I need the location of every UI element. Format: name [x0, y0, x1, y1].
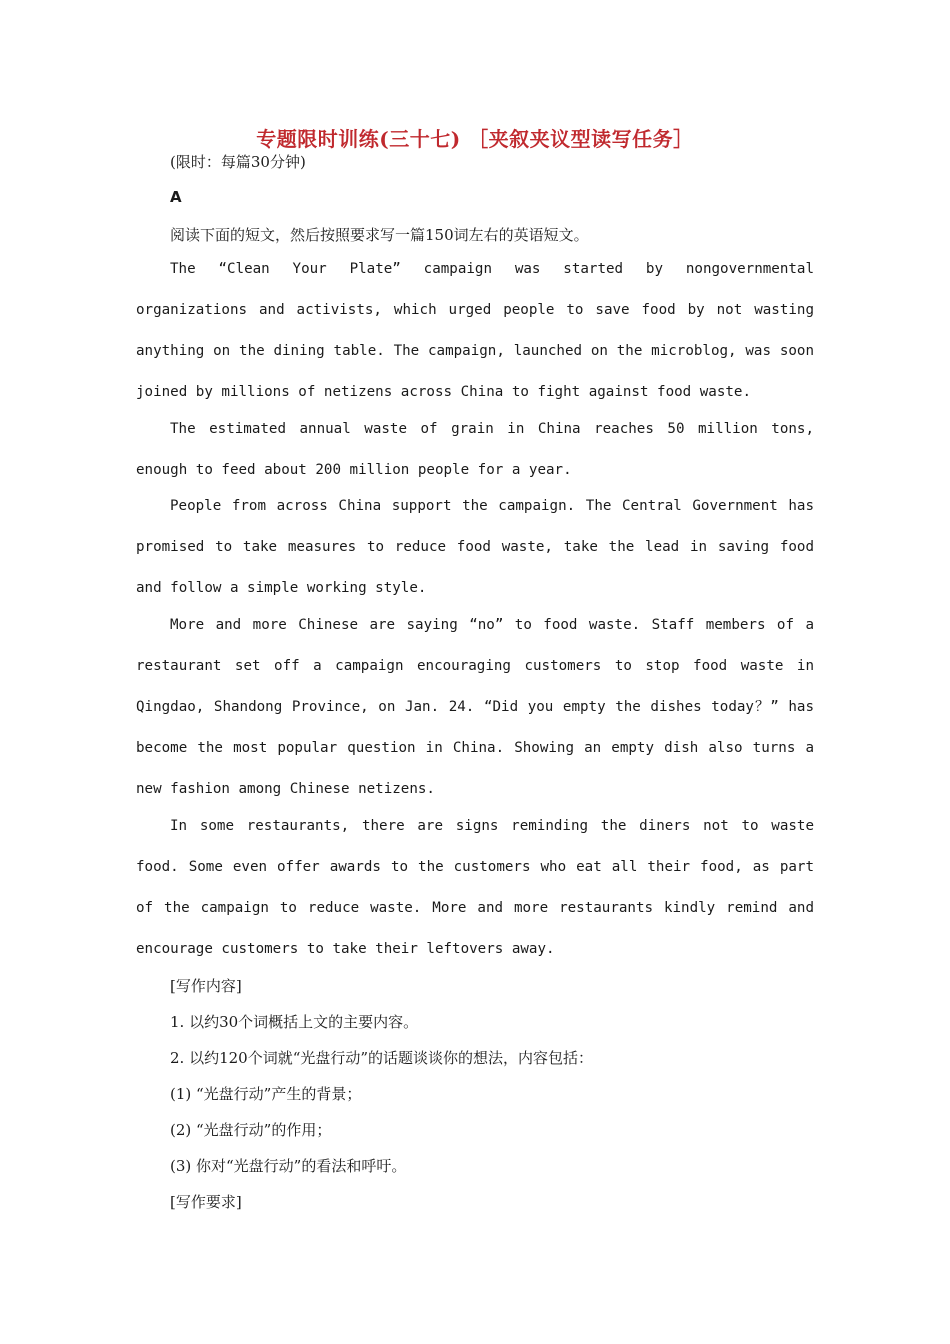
section-label: A	[170, 188, 182, 206]
task-instruction: 阅读下面的短文，然后按照要求写一篇150词左右的英语短文。	[170, 226, 589, 244]
time-limit-note: (限时：每篇30分钟)	[170, 153, 306, 171]
requirement-subitem: (2) “光盘行动”的作用；	[170, 1121, 332, 1139]
requirement-subitem: (3) 你对“光盘行动”的看法和呼吁。	[170, 1157, 407, 1175]
writing-requirements-heading: [写作要求]	[170, 1193, 242, 1211]
page-title: 专题限时训练(三十七) ［夹叙夹议型读写任务］	[256, 127, 694, 151]
passage-paragraph: The “Clean Your Plate” campaign was started by nongovernmental organizations and activists, which urged people to save food by not wasting anything on the dining table. The campaign, launched on the microblog, was soon joined by millions of netizens across China to fight against food waste.	[136, 261, 814, 400]
requirement-item: 1. 以约30个词概括上文的主要内容。	[170, 1013, 419, 1031]
passage-paragraph: The estimated annual waste of grain in China reaches 50 million tons, enough to feed about 200 million people for a year.	[136, 421, 814, 478]
passage-paragraph: More and more Chinese are saying “no” to food waste. Staff members of a restaurant set off a campaign encouraging customers to stop food waste in Qingdao, Shandong Province, on Jan. 24. “Did you empty the dishes today？” has become the most popular question in China. Showing an empty dish also turns a new fashion among Chinese netizens.	[136, 617, 814, 797]
passage-paragraph: People from across China support the campaign. The Central Government has promised to take measures to reduce food waste, take the lead in saving food and follow a simple working style.	[136, 498, 814, 596]
requirement-subitem: (1) “光盘行动”产生的背景；	[170, 1085, 362, 1103]
requirement-item: 2. 以约120个词就“光盘行动”的话题谈谈你的想法，内容包括：	[170, 1049, 594, 1067]
writing-content-heading: [写作内容]	[170, 977, 242, 995]
passage-paragraph: In some restaurants, there are signs reminding the diners not to waste food. Some even offer awards to the customers who eat all their food, as part of the campaign to reduce waste. More and more restaurants kindly remind and encourage customers to take their leftovers away.	[136, 818, 814, 957]
